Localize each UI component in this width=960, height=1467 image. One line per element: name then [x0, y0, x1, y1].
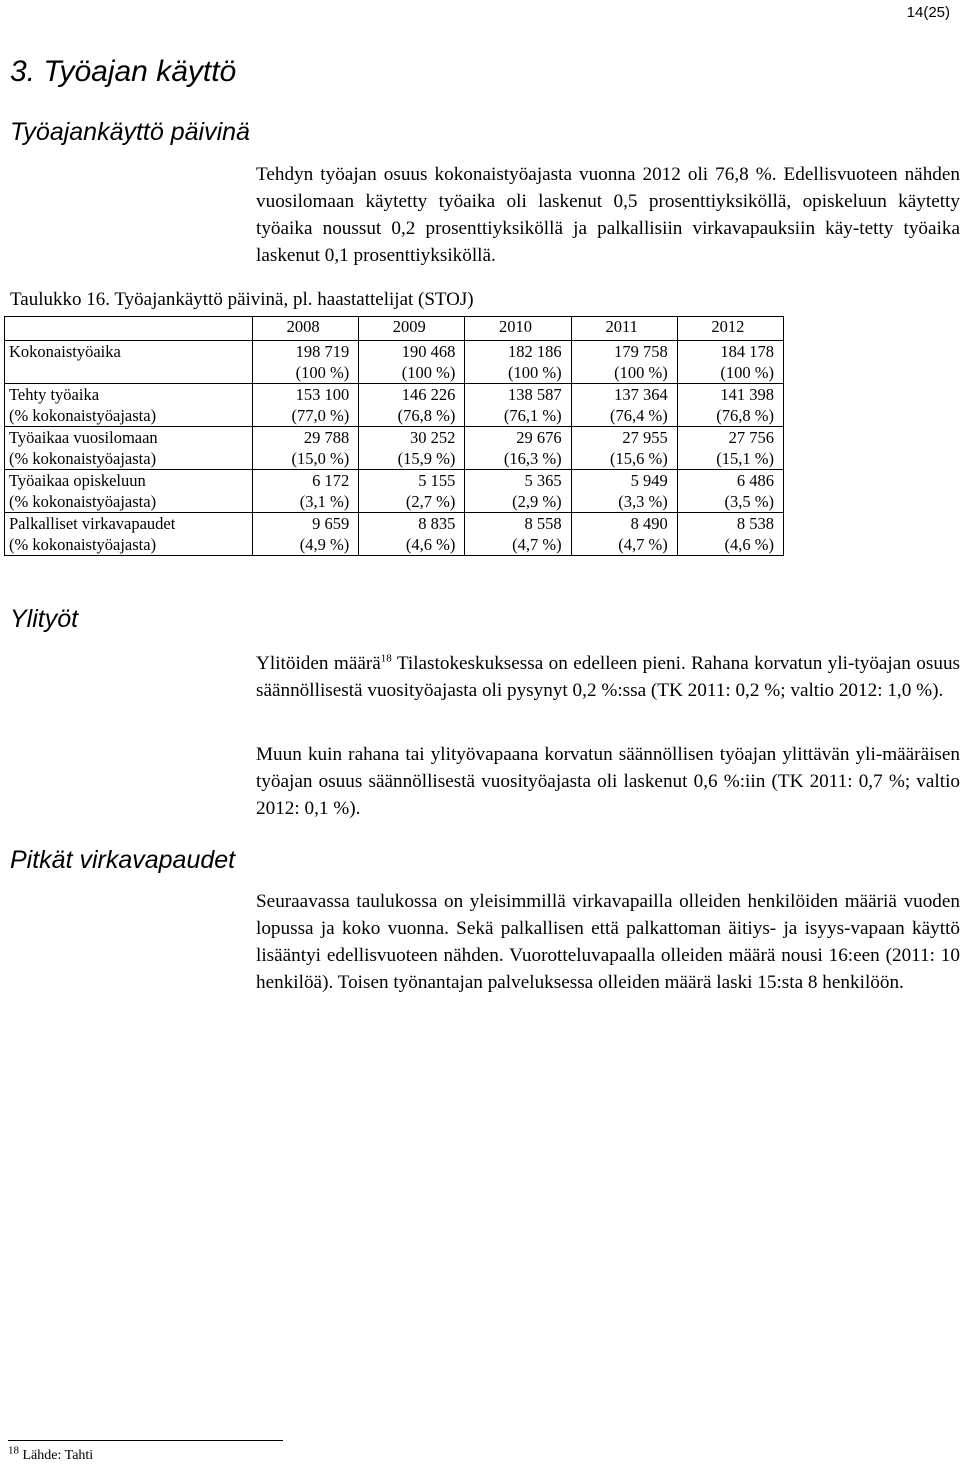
footnote-number: 18	[8, 1444, 19, 1457]
year-header: 2011	[571, 317, 677, 341]
value: 198 719	[295, 342, 350, 361]
value: 9 659	[312, 514, 350, 533]
row-label: Työaikaa opiskeluun	[9, 471, 146, 490]
value: 190 468	[401, 342, 456, 361]
share: (3,3 %)	[618, 492, 668, 511]
value-cell	[253, 427, 359, 470]
value: 30 252	[410, 428, 456, 447]
value: 5 155	[418, 471, 456, 490]
subsection-title-long-leaves: Pitkät virkavapaudet	[10, 846, 236, 874]
share: (4,6 %)	[724, 535, 774, 554]
overtime-p1-rest: Tilastokeskuksessa on edelleen pieni. Rahana korvatun yli-työajan osuus säännöllisestä vuosityöajasta oli pysynyt 0,2 %:ssa (TK 2011: 0,2 %; valtio 2012: 1,0 %).	[256, 653, 960, 701]
share: (16,3 %)	[503, 449, 562, 468]
share: (3,1 %)	[299, 492, 350, 511]
value-cell	[677, 384, 783, 427]
value: 29 788	[303, 428, 350, 447]
value-cell	[359, 513, 465, 556]
value: 6 486	[736, 471, 774, 490]
table-corner-cell	[5, 317, 253, 341]
section-title: 3. Työajan käyttö	[10, 55, 237, 88]
share: (15,0 %)	[291, 449, 350, 468]
year-header: 2009	[359, 317, 465, 341]
value: 27 955	[622, 428, 668, 447]
footnote-text: Lähde: Tahti	[19, 1448, 94, 1463]
row-sublabel: (% kokonaistyöajasta)	[9, 535, 157, 554]
value: 184 178	[720, 342, 774, 361]
share: (15,6 %)	[610, 449, 668, 468]
subsection-title-overtime: Ylityöt	[10, 605, 79, 633]
value-cell	[571, 341, 677, 384]
share: (4,6 %)	[405, 535, 456, 554]
value: 8 490	[630, 514, 668, 533]
value: 146 226	[401, 385, 456, 404]
row-sublabel: (% kokonaistyöajasta)	[9, 406, 157, 425]
value-cell	[253, 341, 359, 384]
value-cell	[253, 470, 359, 513]
share: (2,7 %)	[405, 492, 456, 511]
value: 29 676	[516, 428, 562, 447]
share: (15,9 %)	[397, 449, 456, 468]
worktime-table	[4, 316, 784, 556]
workdays-paragraph: Tehdyn työajan osuus kokonaistyöajasta vuonna 2012 oli 76,8 %. Edellisvuoteen nähden vuosilomaan käytetty työaika oli laskenut 0,5 prosenttiyksiköllä, opiskeluun käytetty työaika noussut 0,2 prosenttiyksiköllä ja palkallisiin virkavapauksiin käy-tetty työaika laskenut 0,1 prosenttiyksiköllä.	[256, 164, 960, 266]
value: 8 558	[524, 514, 562, 533]
overtime-paragraph-2: Muun kuin rahana tai ylityövapaana korvatun säännöllisen työajan ylittävän yli-määräisen työajan osuus säännöllisestä vuosityöajasta oli laskenut 0,6 %:iin (TK 2011: 0,7 %; valtio 2012: 0,1 %).	[256, 744, 960, 819]
value-cell	[465, 470, 571, 513]
share: (100 %)	[507, 363, 562, 382]
value-cell	[359, 384, 465, 427]
value: 179 758	[614, 342, 668, 361]
value: 182 186	[507, 342, 562, 361]
row-label: Palkalliset virkavapaudet	[9, 514, 176, 533]
row-label-cell	[5, 384, 253, 427]
value: 138 587	[507, 385, 562, 404]
value-cell	[571, 470, 677, 513]
share: (77,0 %)	[291, 406, 350, 425]
row-sublabel: (% kokonaistyöajasta)	[9, 449, 157, 468]
share: (2,9 %)	[512, 492, 562, 511]
share: (100 %)	[614, 363, 668, 382]
row-label: Työaikaa vuosilomaan	[9, 428, 158, 447]
share: (4,7 %)	[512, 535, 562, 554]
share: (15,1 %)	[716, 449, 774, 468]
year-header: 2008	[253, 317, 359, 341]
value-cell	[359, 341, 465, 384]
share: (76,4 %)	[610, 406, 668, 425]
long-leaves-paragraph: Seuraavassa taulukossa on yleisimmillä virkavapailla olleiden henkilöiden määriä vuoden lopussa ja koko vuonna. Sekä palkallisen että palkattoman äitiys- ja isyys-vapaan käyttö lisääntyi edellisvuoteen nähden. Vuorotteluvapaalla olleiden määrä nousi 16:een (2011: 10 henkilöä). Toisen työnantajan palveluksessa olleiden määrä laski 15:sta 8 henkilöön.	[256, 891, 960, 993]
value-cell	[359, 470, 465, 513]
share: (4,9 %)	[299, 535, 350, 554]
value: 5 949	[630, 471, 668, 490]
value-cell	[465, 341, 571, 384]
value-cell	[465, 384, 571, 427]
value-cell	[677, 341, 783, 384]
value-cell	[465, 513, 571, 556]
value: 27 756	[728, 428, 774, 447]
footnote-ref: 18	[380, 652, 392, 665]
value-cell	[359, 427, 465, 470]
share: (76,8 %)	[716, 406, 774, 425]
row-label-cell	[5, 341, 253, 384]
value-cell	[253, 513, 359, 556]
share: (76,1 %)	[503, 406, 562, 425]
value: 8 538	[736, 514, 774, 533]
value-cell	[571, 427, 677, 470]
value-cell	[677, 513, 783, 556]
value-cell	[571, 384, 677, 427]
value-cell	[677, 470, 783, 513]
row-sublabel: (% kokonaistyöajasta)	[9, 492, 157, 511]
overtime-p1-start: Ylitöiden määrä	[256, 653, 381, 674]
year-header: 2010	[465, 317, 571, 341]
value: 5 365	[524, 471, 562, 490]
table-row	[5, 427, 784, 470]
value-cell	[677, 427, 783, 470]
table-caption: Taulukko 16. Työajankäyttö päivinä, pl. haastattelijat (STOJ)	[10, 289, 474, 310]
share: (100 %)	[720, 363, 774, 382]
share: (3,5 %)	[724, 492, 774, 511]
value: 137 364	[614, 385, 668, 404]
value: 141 398	[720, 385, 774, 404]
footnote-separator	[8, 1440, 283, 1441]
share: (4,7 %)	[618, 535, 668, 554]
table-row	[5, 384, 784, 427]
table-row	[5, 513, 784, 556]
row-label: Kokonaistyöaika	[9, 342, 121, 361]
subsection-title-workdays: Työajankäyttö päivinä	[10, 118, 250, 146]
table-header-row	[5, 317, 784, 341]
row-label-cell	[5, 427, 253, 470]
share: (76,8 %)	[397, 406, 456, 425]
share: (100 %)	[295, 363, 350, 382]
value: 8 835	[418, 514, 456, 533]
share: (100 %)	[401, 363, 456, 382]
row-label-cell	[5, 513, 253, 556]
page-number: 14(25)	[906, 4, 950, 21]
year-header: 2012	[677, 317, 783, 341]
footnote	[8, 1444, 94, 1464]
value: 6 172	[312, 471, 350, 490]
value-cell	[571, 513, 677, 556]
value-cell	[465, 427, 571, 470]
row-label: Tehty työaika	[9, 385, 100, 404]
overtime-paragraph-1	[256, 650, 960, 704]
table-row	[5, 341, 784, 384]
table-row	[5, 470, 784, 513]
row-label-cell	[5, 470, 253, 513]
value-cell	[253, 384, 359, 427]
value: 153 100	[295, 385, 350, 404]
